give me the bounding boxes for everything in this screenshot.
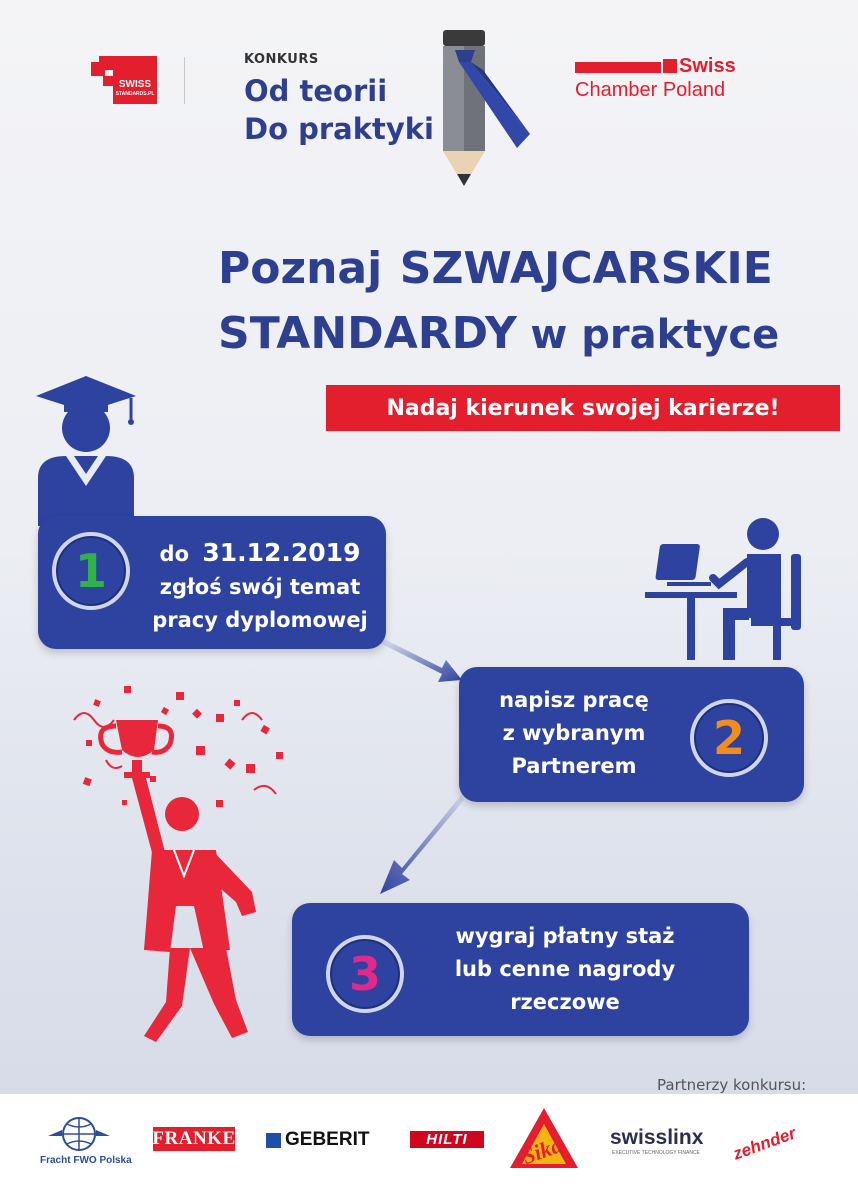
swisslinx-logo-text: swisslinx bbox=[610, 1126, 704, 1149]
step-2-line1: napisz pracę bbox=[499, 688, 649, 712]
swiss-standards-logo-text bbox=[113, 80, 157, 98]
career-banner bbox=[326, 385, 840, 431]
headline-word-szwajcarskie: SZWAJCARSKIE bbox=[399, 243, 773, 294]
arrow-step2-to-step3-icon bbox=[372, 790, 468, 900]
step-1-line2: zgłoś swój temat bbox=[159, 575, 361, 599]
geberit-square-icon bbox=[266, 1133, 281, 1148]
step-1-number: 1 bbox=[74, 544, 107, 598]
logo-swiss-word: SWISS bbox=[118, 79, 152, 90]
step-1-line1 bbox=[142, 536, 378, 571]
chamber-name: Chamber Poland bbox=[575, 79, 726, 101]
chamber-swiss-word: Swiss bbox=[679, 55, 736, 77]
step-1-text bbox=[142, 536, 378, 637]
desk-worker-icon bbox=[643, 510, 813, 670]
step-2-line2: z wybranym bbox=[502, 721, 646, 745]
headline-line1 bbox=[218, 243, 773, 294]
fracht-globe-icon bbox=[48, 1112, 110, 1156]
header-divider bbox=[184, 57, 185, 104]
franke-logo bbox=[153, 1127, 235, 1151]
winner-trophy-figure-icon bbox=[66, 680, 306, 1050]
step-3-line3: rzeczowe bbox=[510, 990, 620, 1014]
step-1-prefix: do bbox=[159, 542, 189, 566]
franke-logo-text: FRANKE bbox=[152, 1128, 236, 1149]
step-1-number-badge bbox=[52, 532, 130, 610]
step-2-number: 2 bbox=[712, 711, 745, 765]
step-3-line1: wygraj płatny staż bbox=[455, 924, 675, 948]
step-1-date: 31.12.2019 bbox=[202, 538, 361, 567]
swiss-chamber-logo bbox=[575, 55, 765, 104]
geberit-logo-text: GEBERIT bbox=[285, 1129, 370, 1150]
hilti-logo-text: HILTI bbox=[426, 1131, 468, 1148]
career-banner-text: Nadaj kierunek swojej karierze! bbox=[386, 395, 780, 421]
zehnder-logo-text: zehnder bbox=[730, 1123, 799, 1164]
logo-domain-word: STANDARDS.PL bbox=[115, 91, 155, 97]
hilti-logo bbox=[410, 1131, 484, 1148]
headline-word-w-praktyce: w praktyce bbox=[530, 312, 780, 358]
step-3-line2: lub cenne nagrody bbox=[454, 957, 676, 981]
headline-word-standardy: STANDARDY bbox=[218, 308, 517, 359]
headline-line2 bbox=[218, 308, 779, 359]
swisslinx-tagline: EXECUTIVE TECHNOLOGY FINANCE bbox=[612, 1150, 700, 1156]
swiss-standards-logo bbox=[89, 54, 157, 106]
geberit-logo bbox=[266, 1129, 369, 1151]
chamber-cross-icon bbox=[663, 59, 677, 73]
fracht-logo-text: Fracht FWO Polska bbox=[40, 1155, 132, 1166]
pencil-tie-icon bbox=[435, 26, 535, 188]
contest-label: KONKURS bbox=[244, 52, 319, 67]
step-1-line3: pracy dyplomowej bbox=[152, 608, 368, 632]
chamber-red-bar bbox=[575, 62, 661, 73]
step-3-number: 3 bbox=[348, 947, 381, 1001]
sika-logo-text: Sika bbox=[518, 1131, 566, 1170]
arrow-step1-to-step2-icon bbox=[380, 628, 470, 688]
step-3-number-badge bbox=[326, 935, 404, 1013]
step-3-text bbox=[430, 920, 700, 1019]
step-2-text bbox=[476, 684, 672, 783]
partners-label: Partnerzy konkursu: bbox=[657, 1076, 807, 1094]
contest-title-line1: Od teorii bbox=[244, 74, 388, 108]
contest-title-line2: Do praktyki bbox=[244, 112, 435, 146]
headline-word-poznaj: Poznaj bbox=[218, 243, 383, 294]
step-2-number-badge bbox=[690, 699, 768, 777]
step-2-line3: Partnerem bbox=[511, 754, 637, 778]
graduate-figure-icon bbox=[36, 376, 146, 526]
